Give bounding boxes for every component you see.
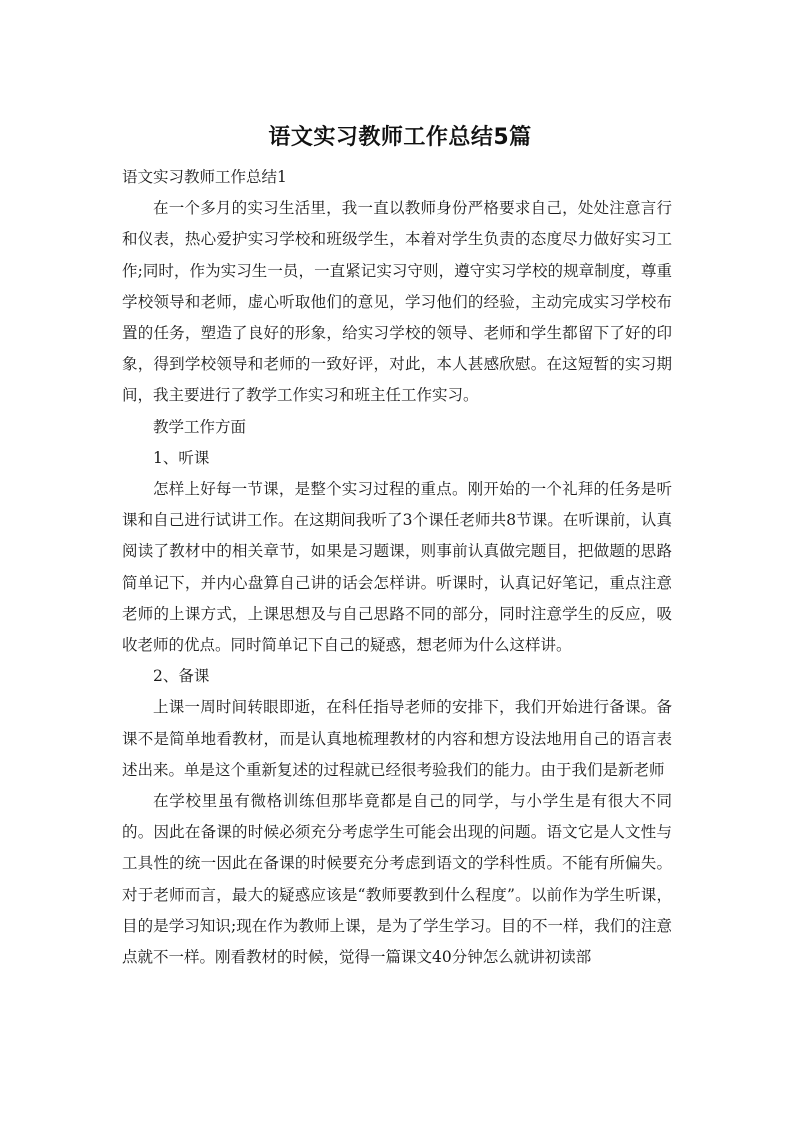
paragraph: 上课一周时间转眼即逝，在科任指导老师的安排下，我们开始进行备课。备课不是简单地看教材，而是认真地梳理教材的内容和想方设法地用自己的语言表述出来。单是这个重新复述的过程就已经很考验我们的能力。由于我们是新老师 [122, 698, 672, 779]
paragraph-heading: 1、听课 [153, 448, 210, 467]
section-heading: 语文实习教师工作总结1 [122, 168, 287, 186]
paragraph: 在学校里虽有微格训练但那毕竟都是自己的同学，与小学生是有很大不同的。因此在备课的时候必须充分考虑学生可能会出现的问题。语文它是人文性与工具性的统一因此在备课的时候要充分考虑到语文的学科性质。不能有所偏失。对于老师而言，最大的疑惑应该是“教师要教到什么程度”。以前作为学生听课，目的是学习知识;现在作为教师上课，是为了学生学习。目的不一样，我们的注意点就不一样。刚看教材的时候，觉得一篇课文40分钟怎么就讲初读部 [122, 792, 672, 967]
document-body [122, 162, 672, 973]
paragraph: 在一个多月的实习生活里，我一直以教师身份严格要求自己，处处注意言行和仪表，热心爱护实习学校和班级学生，本着对学生负责的态度尽力做好实习工作;同时，作为实习生一员，一直紧记实习守则，遵守实习学校的规章制度，尊重学校领导和老师，虚心听取他们的意见，学习他们的经验，主动完成实习学校布置的任务，塑造了良好的形象，给实习学校的领导、老师和学生都留下了好的印象，得到学校领导和老师的一致好评，对此，本人甚感欣慰。在这短暂的实习期间，我主要进行了教学工作实习和班主任工作实习。 [122, 199, 672, 405]
paragraph-heading: 教学工作方面 [153, 417, 247, 436]
paragraph: 怎样上好每一节课，是整个实习过程的重点。刚开始的一个礼拜的任务是听课和自己进行试讲工作。在这期间我听了3个课任老师共8节课。在听课前，认真阅读了教材中的相关章节，如果是习题课，则事前认真做完题目，把做题的思路简单记下，并内心盘算自己讲的话会怎样讲。听课时，认真记好笔记，重点注意老师的上课方式，上课思想及与自己思路不同的部分，同时注意学生的反应，吸收老师的优点。同时简单记下自己的疑惑，想老师为什么这样讲。 [122, 480, 672, 655]
document-title: 语文实习教师工作总结5篇 [268, 125, 532, 150]
paragraph-heading: 2、备课 [153, 667, 210, 686]
